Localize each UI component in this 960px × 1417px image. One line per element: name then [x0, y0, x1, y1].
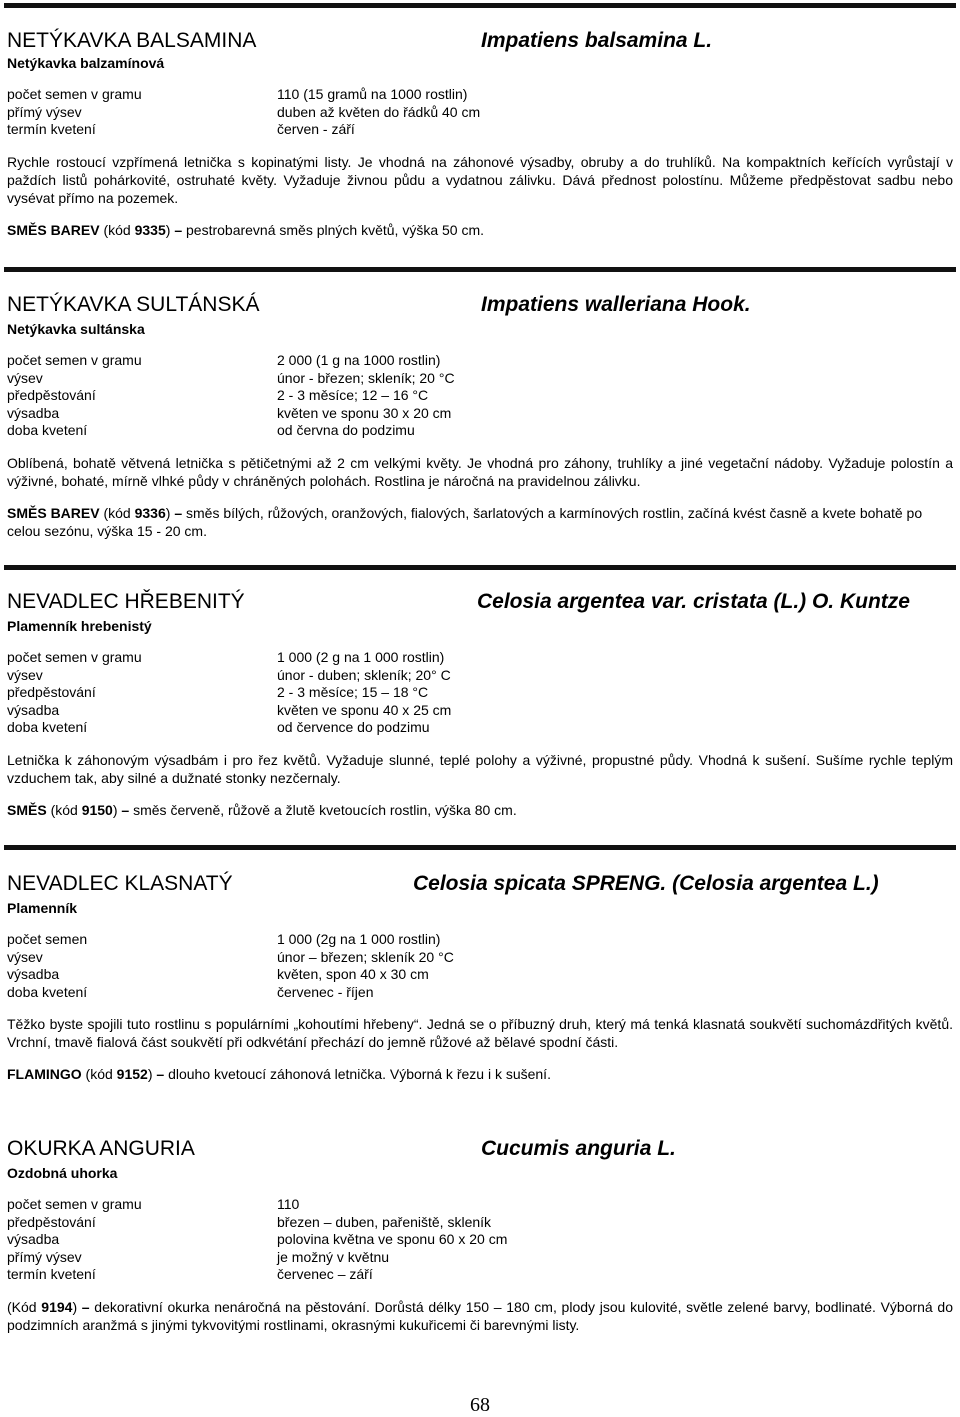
plant-name: OKURKA ANGURIA	[7, 1137, 195, 1160]
property-label: počet semen v gramu	[7, 86, 142, 102]
property-label: počet semen v gramu	[7, 1196, 142, 1212]
description: Oblíbená, bohatě větvená letnička s pětičetnými až 2 cm velkými květy. Je vhodná pro záhony, truhlíky a jiné vegetační nádoby. Vyžaduje polostín a výživné, bohaté, mírně vlhké půdy v chráněných polohách. Rostlina je náročná na pravidelnou zálivku.	[7, 454, 953, 489]
plant-entry-klasnaty	[7, 871, 953, 1083]
property-label: předpěstování	[7, 387, 96, 403]
plant-name: NETÝKAVKA BALSAMINA	[7, 29, 257, 52]
property-value: 2 - 3 měsíce; 15 – 18 °C	[277, 684, 429, 700]
common-name: Plamenník hrebenistý	[7, 618, 152, 634]
property-row	[7, 931, 953, 949]
plant-name: NEVADLEC HŘEBENITÝ	[7, 590, 245, 613]
property-row	[7, 684, 953, 702]
property-row	[7, 352, 953, 370]
property-value: květen ve sponu 30 x 20 cm	[277, 404, 452, 421]
property-value: 110 (15 gramů na 1000 rostlin)	[277, 86, 468, 102]
description: Rychle rostoucí vzpřímená letnička s kopinatými listy. Je vhodná na záhonové výsadby, obruby a do truhlíků. Na kompaktních keřících vyrůstají v paždích listů pohárkovité, ostruhaté květy. Vyžaduje živnou půdu a vydatnou zálivku. Dává přednost polostínu. Můžeme předpěstovat sadbu nebo vysévat přímo na pozemek.	[7, 153, 953, 206]
latin-name: Impatiens balsamina L.	[481, 29, 713, 52]
property-value: duben až květen do řádků 40 cm	[277, 103, 481, 120]
property-row	[7, 1214, 953, 1232]
section-divider	[4, 267, 956, 272]
property-value: 2 - 3 měsíce; 12 – 16 °C	[277, 387, 429, 403]
variety-line: SMĚS (kód 9150) – směs červeně, růžově a žlutě kvetoucích rostlin, výška 80 cm.	[7, 801, 517, 818]
variety-line: SMĚS BAREV (kód 9336) – směs bílých, růžových, oranžových, fialových, šarlatových a karmínových rostlin, začíná kvést časně a kvete bohatě po celou sezónu, výška 15 - 20 cm.	[7, 504, 923, 539]
property-row	[7, 422, 953, 440]
property-label: výsev	[7, 369, 43, 386]
property-label: výsadba	[7, 701, 60, 718]
plant-name: NEVADLEC KLASNATÝ	[7, 872, 233, 895]
properties-list	[7, 649, 953, 737]
common-name: Plamenník	[7, 900, 78, 916]
properties-list	[7, 1196, 953, 1284]
description: Těžko byste spojili tuto rostlinu s populárními „kohoutími hřebeny“. Jedná se o příbuzný druh, který má tenká klasnatá soukvětí suchomázdřitých květů. Vrchní, tmavě fialová část soukvětí při odkvétání přechází do jemně růžové až bělavé spodní části.	[7, 1016, 953, 1050]
property-value: 1 000 (2 g na 1 000 rostlin)	[277, 649, 445, 665]
latin-name: Celosia argentea var. cristata (L.) O. Kuntze	[477, 590, 910, 613]
property-label: termín kvetení	[7, 121, 96, 137]
property-row	[7, 1249, 953, 1267]
property-value: 110	[277, 1196, 300, 1212]
property-label: výsadba	[7, 966, 60, 982]
common-name: Ozdobná uhorka	[7, 1165, 118, 1181]
common-name: Netýkavka sultánska	[7, 321, 145, 337]
property-row	[7, 121, 953, 139]
plant-entry-anguria	[7, 1136, 953, 1334]
common-name: Netýkavka balzamínová	[7, 55, 165, 71]
property-row	[7, 1196, 953, 1214]
property-value: únor – březen; skleník 20 °C	[277, 948, 454, 965]
property-value: je možný v květnu	[277, 1248, 390, 1265]
property-label: termín kvetení	[7, 1266, 96, 1282]
property-value: 1 000 (2g na 1 000 rostlin)	[277, 931, 441, 947]
property-label: počet semen v gramu	[7, 352, 142, 368]
property-row	[7, 949, 953, 967]
plant-entry-balsamina	[7, 28, 953, 239]
plant-entry-hrebenity	[7, 589, 953, 819]
property-value: polovina května ve sponu 60 x 20 cm	[277, 1231, 508, 1247]
latin-name: Impatiens walleriana Hook.	[481, 293, 751, 316]
property-value: únor - březen; skleník; 20 °C	[277, 369, 455, 386]
property-label: výsev	[7, 666, 43, 683]
property-value: 2 000 (1 g na 1000 rostlin)	[277, 352, 441, 368]
property-value: březen – duben, pařeniště, skleník	[277, 1213, 492, 1230]
plant-name: NETÝKAVKA SULTÁNSKÁ	[7, 293, 260, 316]
property-value: od července do podzimu	[277, 719, 430, 735]
property-row	[7, 405, 953, 423]
property-value: červen - září	[277, 121, 355, 137]
latin-name: Celosia spicata SPRENG. (Celosia argentea L.)	[413, 872, 879, 895]
property-label: přímý výsev	[7, 1248, 82, 1265]
property-row	[7, 1231, 953, 1249]
properties-list	[7, 931, 953, 1001]
property-label: doba kvetení	[7, 719, 88, 735]
property-value: od června do podzimu	[277, 422, 415, 438]
variety-line: FLAMINGO (kód 9152) – dlouho kvetoucí záhonová letnička. Výborná k řezu i k sušení.	[7, 1066, 551, 1082]
property-label: výsev	[7, 948, 43, 965]
property-row	[7, 86, 953, 104]
description: (Kód 9194) – dekorativní okurka nenáročná na pěstování. Dorůstá délky 150 – 180 cm, plody jsou kulovité, světle zelené barvy, bodlinaté. Výborná do podzimních aranžmá s jinými tykvovitými rostlinami, okrasnými kukuřicemi či barevnými listy.	[7, 1298, 953, 1333]
section-divider	[4, 565, 956, 570]
property-label: počet semen	[7, 931, 88, 947]
variety-line: SMĚS BAREV (kód 9335) – pestrobarevná směs plných květů, výška 50 cm.	[7, 221, 485, 238]
property-value: červenec – září	[277, 1266, 373, 1282]
property-value: květen ve sponu 40 x 25 cm	[277, 701, 452, 718]
properties-list	[7, 352, 953, 440]
property-row	[7, 370, 953, 388]
properties-list	[7, 86, 953, 139]
property-value: červenec - říjen	[277, 983, 374, 1000]
property-label: doba kvetení	[7, 983, 88, 1000]
section-divider	[4, 845, 956, 850]
latin-name: Cucumis anguria L.	[481, 1137, 676, 1160]
property-row	[7, 1266, 953, 1284]
property-row	[7, 966, 953, 984]
property-row	[7, 387, 953, 405]
description: Letnička k záhonovým výsadbám i pro řez květů. Vyžaduje slunné, teplé polohy a výživné, propustné půdy. Vhodná k sušení. Sušíme rychle teplým vzduchem tak, aby silné a dužnaté stonky nezčernaly.	[7, 751, 953, 786]
property-row	[7, 719, 953, 737]
property-label: výsadba	[7, 1231, 60, 1247]
property-row	[7, 649, 953, 667]
page-number: 68	[470, 1394, 490, 1416]
top-rule	[4, 3, 956, 8]
property-value: květen, spon 40 x 30 cm	[277, 966, 429, 982]
property-label: předpěstování	[7, 1213, 96, 1230]
plant-entry-sultanska	[7, 292, 953, 540]
property-value: únor - duben; skleník; 20° C	[277, 666, 451, 683]
property-label: počet semen v gramu	[7, 649, 142, 665]
property-label: předpěstování	[7, 684, 96, 700]
property-label: přímý výsev	[7, 103, 82, 120]
property-row	[7, 667, 953, 685]
property-label: doba kvetení	[7, 422, 88, 438]
property-label: výsadba	[7, 404, 60, 421]
property-row	[7, 104, 953, 122]
property-row	[7, 702, 953, 720]
property-row	[7, 984, 953, 1002]
